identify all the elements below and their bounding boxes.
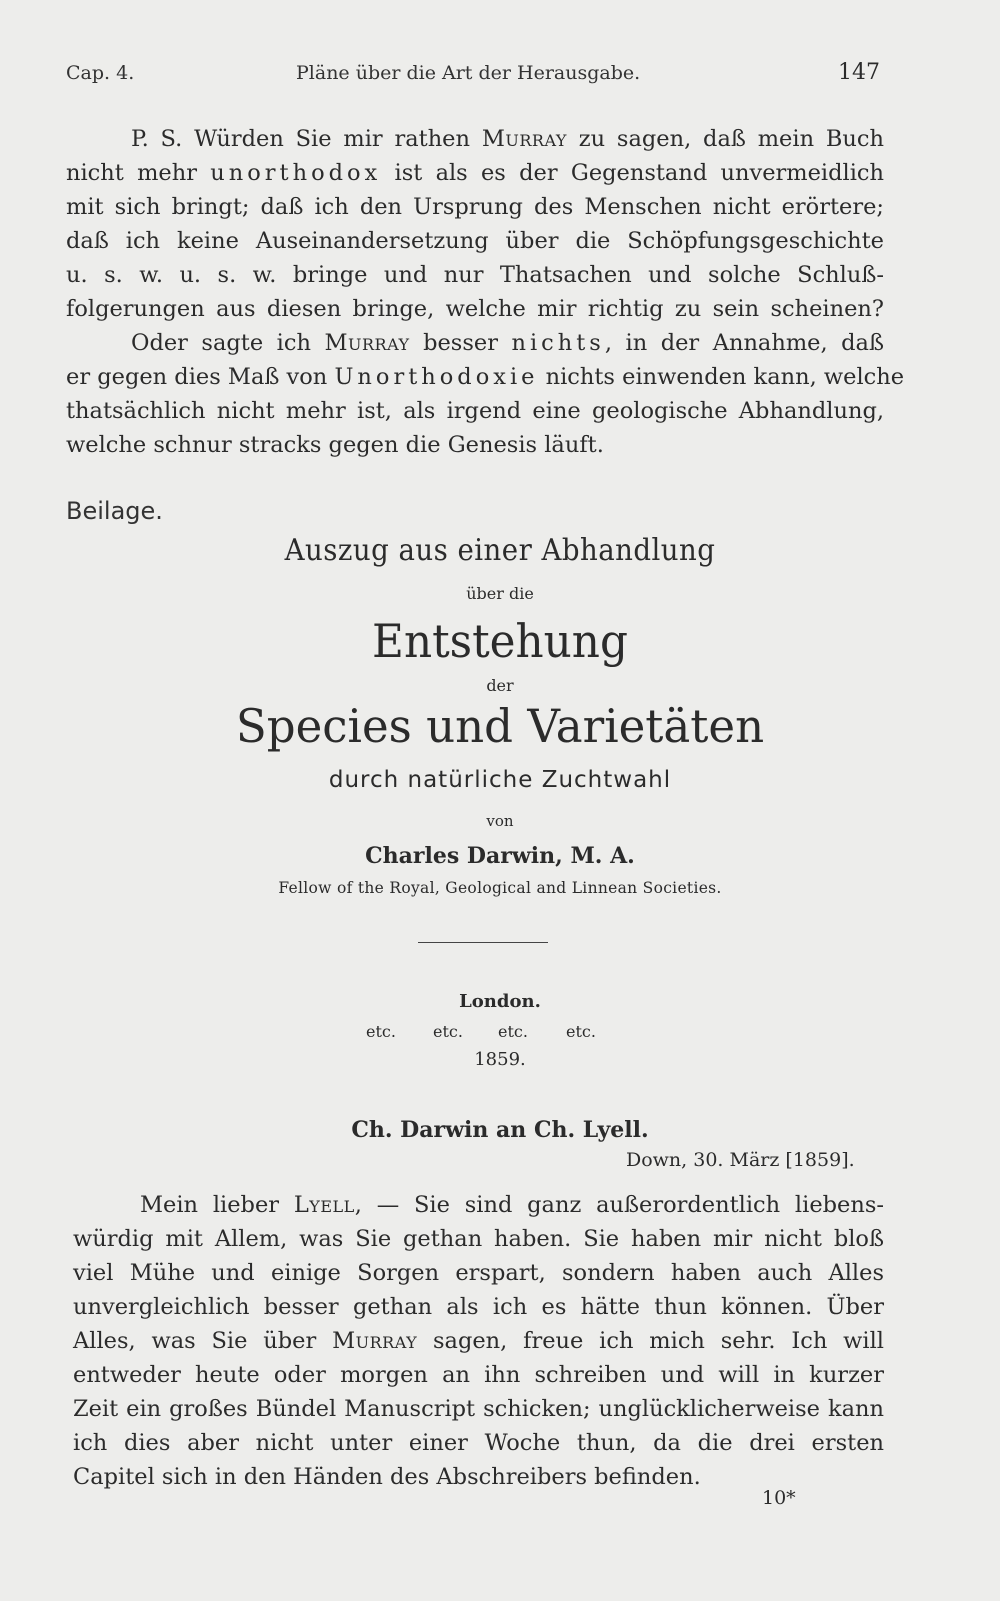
text-line: Alles, was Sie über Murray sagen, freue ich mich sehr. Ich will [73, 1328, 884, 1354]
text-line: Oder sagte ich Murray besser nichts, in der Annahme, daß [131, 330, 884, 356]
text-line: thatsächlich nicht mehr ist, als irgend eine geologische Abhandlung, [66, 398, 884, 424]
von-line: von [486, 812, 514, 830]
london-line: London. [459, 991, 541, 1012]
text-line: viel Mühe und einige Sorgen erspart, sondern haben auch Alles [73, 1260, 884, 1286]
fellow-line: Fellow of the Royal, Geological and Linnean Societies. [278, 879, 722, 897]
text-line: welche schnur stracks gegen die Genesis läuft. [66, 432, 604, 458]
text-line: u. s. w. u. s. w. bringe und nur Thatsachen und solche Schluß- [66, 262, 884, 288]
text-line: Capitel sich in den Händen des Abschreibers befinden. [73, 1464, 701, 1490]
text-line: würdig mit Allem, was Sie gethan haben. Sie haben mir nicht bloß [73, 1226, 884, 1252]
text-line: nicht mehr unorthodox ist als es der Gegenstand unvermeidlich [66, 160, 885, 186]
text-line: daß ich keine Auseinandersetzung über die Schöpfungsgeschichte [66, 228, 884, 254]
species-title: Species und Varietäten [235, 699, 765, 753]
text-line: folgerungen aus diesen bringe, welche mir richtig zu sein scheinen? [66, 296, 884, 322]
ueber-die-line: über die [466, 584, 534, 603]
auszug-line: Auszug aus einer Abhandlung [284, 533, 716, 568]
text-line: mit sich bringt; daß ich den Ursprung des Menschen nicht erörtere; [66, 194, 884, 220]
text-line: Mein lieber Lyell, — Sie sind ganz außerordentlich liebens- [140, 1192, 884, 1218]
text-line: Zeit ein großes Bündel Manuscript schicken; unglücklicherweise kann [73, 1396, 884, 1422]
etc-4: etc. [566, 1022, 596, 1041]
text-line: er gegen dies Maß von Unorthodoxie nichts einwenden kann, welche [66, 364, 905, 390]
author-name: Charles Darwin, M. A. [365, 843, 635, 869]
beilage-label: Beilage. [66, 497, 163, 525]
text-line: unvergleichlich besser gethan als ich es hätte thun können. Über [73, 1294, 884, 1320]
zuchtwahl-line: durch natürliche Zuchtwahl [328, 767, 672, 793]
text-line: P. S. Würden Sie mir rathen Murray zu sagen, daß mein Buch [131, 126, 884, 152]
text-line: ich dies aber nicht unter einer Woche thun, da die drei ersten [73, 1430, 884, 1456]
running-title: Pläne über die Art der Herausgabe. [296, 62, 641, 84]
etc-2: etc. [433, 1022, 463, 1041]
etc-3: etc. [498, 1022, 528, 1041]
divider-rule [418, 942, 548, 943]
entstehung-title: Entstehung [372, 614, 628, 668]
page-number: 147 [838, 60, 880, 85]
letter-heading: Ch. Darwin an Ch. Lyell. [351, 1117, 649, 1143]
der-line: der [486, 676, 514, 695]
text-line: entweder heute oder morgen an ihn schreiben und will in kurzer [73, 1362, 884, 1388]
signature-mark: 10* [762, 1487, 796, 1509]
letter-dateline: Down, 30. März [1859]. [626, 1149, 855, 1171]
etc-1: etc. [366, 1022, 396, 1041]
chapter-label: Cap. 4. [66, 62, 135, 84]
year-line: 1859. [474, 1049, 526, 1070]
